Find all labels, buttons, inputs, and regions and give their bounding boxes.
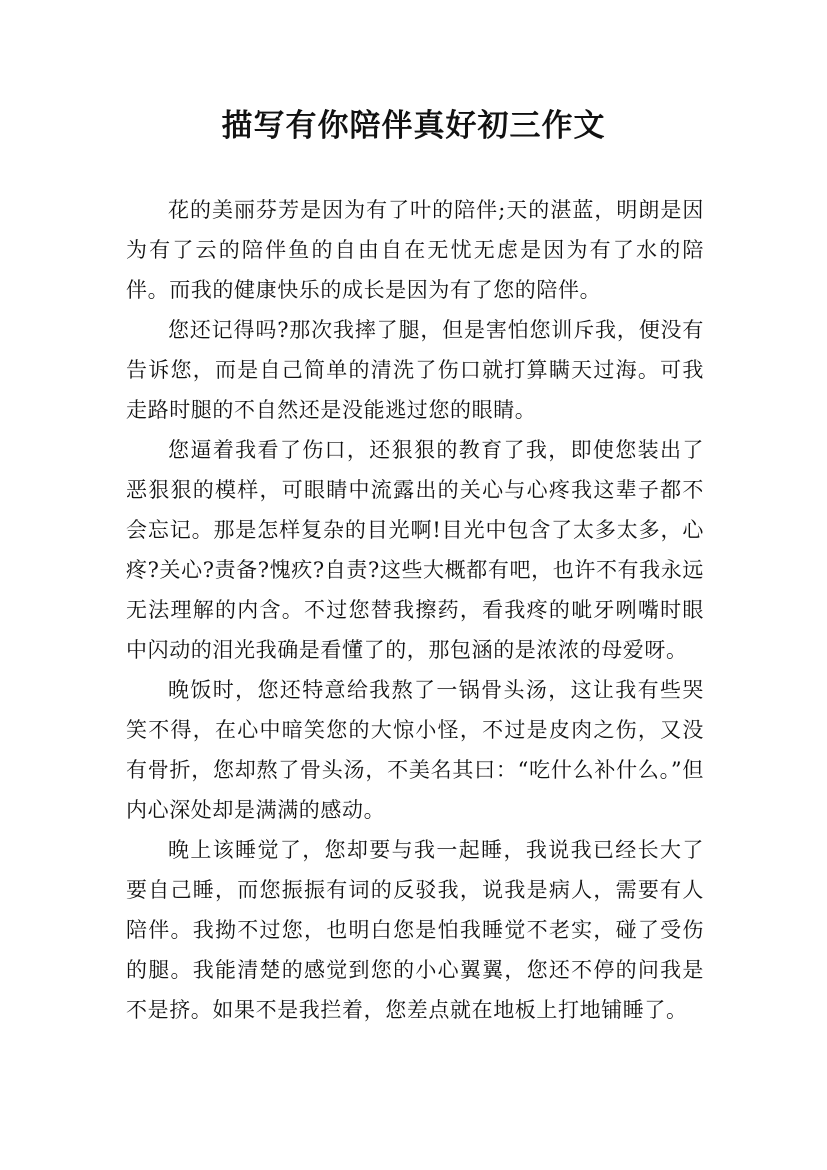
paragraph-2: 您还记得吗?那次我摔了腿，但是害怕您训斥我，便没有告诉您，而是自己简单的清洗了伤口就打算瞒天过海。可我走路时腿的不自然还是没能逃过您的眼睛。 (126, 318, 704, 422)
paragraph-4: 晚饭时，您还特意给我熬了一锅骨头汤，这让我有些哭笑不得，在心中暗笑您的大惊小怪，不过是皮肉之伤，又没有骨折，您却熬了骨头汤，不美名其曰：“吃什么补什么。”但内心深处却是满满的感动。 (126, 678, 704, 822)
document-title: 描写有你陪伴真好初三作文 (221, 108, 606, 144)
paragraph-1: 花的美丽芬芳是因为有了叶的陪伴;天的湛蓝，明朗是因为有了云的陪伴鱼的自由自在无忧无虑是因为有了水的陪伴。而我的健康快乐的成长是因为有了您的陪伴。 (126, 198, 704, 302)
essay-body (126, 190, 704, 1030)
paragraph-3: 您逼着我看了伤口，还狠狠的教育了我，即使您装出了恶狠狠的模样，可眼睛中流露出的关心与心疼我这辈子都不会忘记。那是怎样复杂的目光啊!目光中包含了太多太多，心疼?关心?责备?愧疚?自责?这些大概都有吧，也许不有我永远无法理解的内含。不过您替我擦药，看我疼的呲牙咧嘴时眼中闪动的泪光我确是看懂了的，那包涵的是浓浓的母爱呀。 (126, 438, 704, 662)
paragraph-5: 晚上该睡觉了，您却要与我一起睡，我说我已经长大了要自己睡，而您振振有词的反驳我，说我是病人，需要有人陪伴。我拗不过您，也明白您是怕我睡觉不老实，碰了受伤的腿。我能清楚的感觉到您的小心翼翼，您还不停的问我是不是挤。如果不是我拦着，您差点就在地板上打地铺睡了。 (126, 838, 704, 1022)
